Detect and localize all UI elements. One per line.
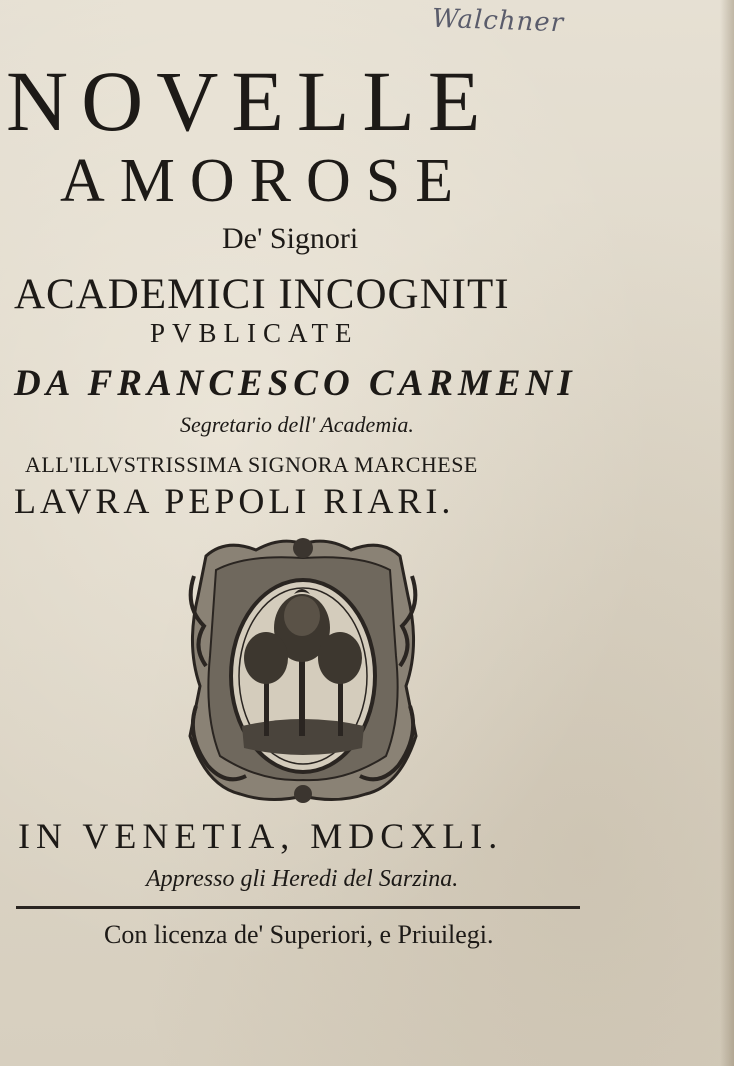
dedicatee-name: LAVRA PEPOLI RIARI. bbox=[14, 481, 455, 521]
license-line: Con licenza de' Superiori, e Priuilegi. bbox=[104, 920, 494, 949]
ownership-signature: Walchner bbox=[431, 3, 565, 39]
editor-name: DA FRANCESCO CARMENI bbox=[14, 363, 577, 404]
horizontal-rule bbox=[16, 906, 580, 909]
title-novelle: NOVELLE bbox=[6, 53, 494, 149]
publicate-line: PVBLICATE bbox=[150, 318, 359, 348]
editor-role: Segretario dell' Academia. bbox=[180, 412, 414, 437]
publisher-line: Appresso gli Heredi del Sarzina. bbox=[146, 866, 459, 892]
imprint-place-date: IN VENETIA, MDCXLI. bbox=[18, 816, 504, 856]
woodcut-trees-cartouche-icon bbox=[186, 536, 420, 804]
academy-name: ACADEMICI INCOGNITI bbox=[14, 271, 510, 318]
subtitle-signori: De' Signori bbox=[222, 222, 359, 255]
dedication-line: ALL'ILLVSTRISSIMA SIGNORA MARCHESE bbox=[25, 452, 478, 477]
title-amorose: AMOROSE bbox=[60, 147, 469, 215]
